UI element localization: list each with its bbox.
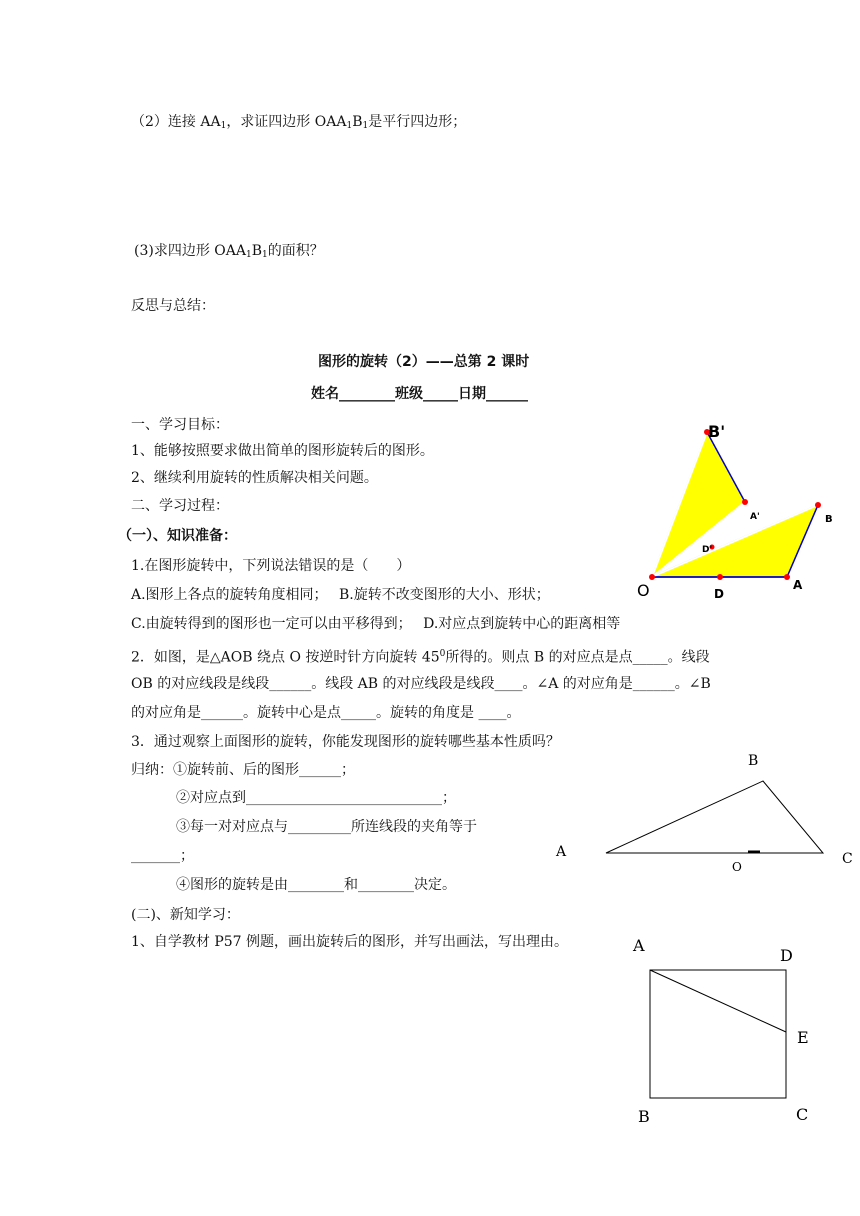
point-o: [649, 574, 655, 580]
point-a: [784, 574, 790, 580]
new-learning-heading: (二)、新知学习：: [131, 907, 240, 923]
label-d: D: [714, 587, 724, 601]
options-a-b: A.图形上各点的旋转角度相同； B.旋转不改变图形的大小、形状；: [131, 587, 550, 603]
summary-3: ③每一对对应点与_________所连线段的夹角等于: [176, 819, 477, 835]
square-abcd: [650, 970, 786, 1098]
reflection-label: 反思与总结：: [131, 298, 215, 314]
point-d: [717, 574, 723, 580]
label-a-prime: A': [750, 512, 760, 522]
question-3: (3)求四边形 $OAA_1B_1$的面积？: [134, 243, 324, 260]
segment-ae: [650, 970, 786, 1032]
label-a-2: A: [556, 844, 567, 860]
label-e-3: E: [797, 1028, 809, 1047]
point-b: [815, 502, 821, 508]
label-b-2: B: [748, 753, 759, 769]
question-1: 1.在图形旋转中，下列说法错误的是（ ）: [131, 558, 411, 574]
label-d-prime: D': [702, 545, 713, 555]
process-heading: 二、学习过程：: [131, 498, 229, 514]
label-c-3: C: [796, 1105, 809, 1124]
label-o: O: [637, 581, 650, 600]
label-d-3: D: [780, 946, 793, 965]
problem-2-line-2: OB 的对应线段是线段______。线段 AB 的对应线段是线段____。∠A 的对应角是______。∠B: [131, 676, 711, 692]
point-a-prime: [742, 499, 748, 505]
problem-2-line-3: 的对应角是______。旋转中心是点_____。旋转的角度是 ____。: [131, 705, 521, 721]
label-a: A: [793, 578, 803, 592]
new-learning-1: 1、自学教材 P57 例题，画出旋转后的图形，并写出画法，写出理由。: [131, 934, 569, 950]
triangle-abc: [606, 781, 823, 853]
options-c-d: C.由旋转得到的图形也一定可以由平移得到； D.对应点到旋转中心的距离相等: [131, 616, 621, 632]
label-b-3: B: [638, 1107, 650, 1126]
summary-2: ②对应点到____________________________；: [176, 790, 456, 806]
summary-3-continued: _______；: [131, 848, 194, 864]
label-b: B: [825, 514, 833, 525]
label-c-2: C: [842, 851, 853, 867]
goal-1: 1、能够按照要求做出简单的图形旋转后的图形。: [131, 443, 434, 459]
problem-2-line-1: 2．如图，是△AOB 绕点 O 按逆时针方向旋转 $45^0$所得的。则点 B 的对应点是点_____。线段: [131, 649, 710, 666]
label-b-prime: B': [708, 422, 726, 441]
summary-4: ④图形的旋转是由________和________决定。: [176, 877, 456, 893]
preparation-heading: （一）、知识准备：: [118, 528, 237, 544]
goal-2: 2、继续利用旋转的性质解决相关问题。: [131, 470, 378, 486]
summary-1: 归纳：①旋转前、后的图形______；: [131, 762, 355, 778]
question-2: （2）连接 $AA_1$，求证四边形 $OAA_1B_1$是平行四边形；: [131, 114, 467, 131]
label-o-2: O: [732, 860, 742, 874]
label-a-3: A: [633, 936, 645, 955]
name-class-date-line: 姓名________班级_____日期______: [311, 386, 528, 402]
goals-heading: 一、学习目标：: [131, 417, 229, 433]
page-title: 图形的旋转（2）——总第 2 课时: [318, 354, 530, 370]
problem-3: 3．通过观察上面图形的旋转，你能发现图形的旋转哪些基本性质吗？: [131, 734, 560, 750]
